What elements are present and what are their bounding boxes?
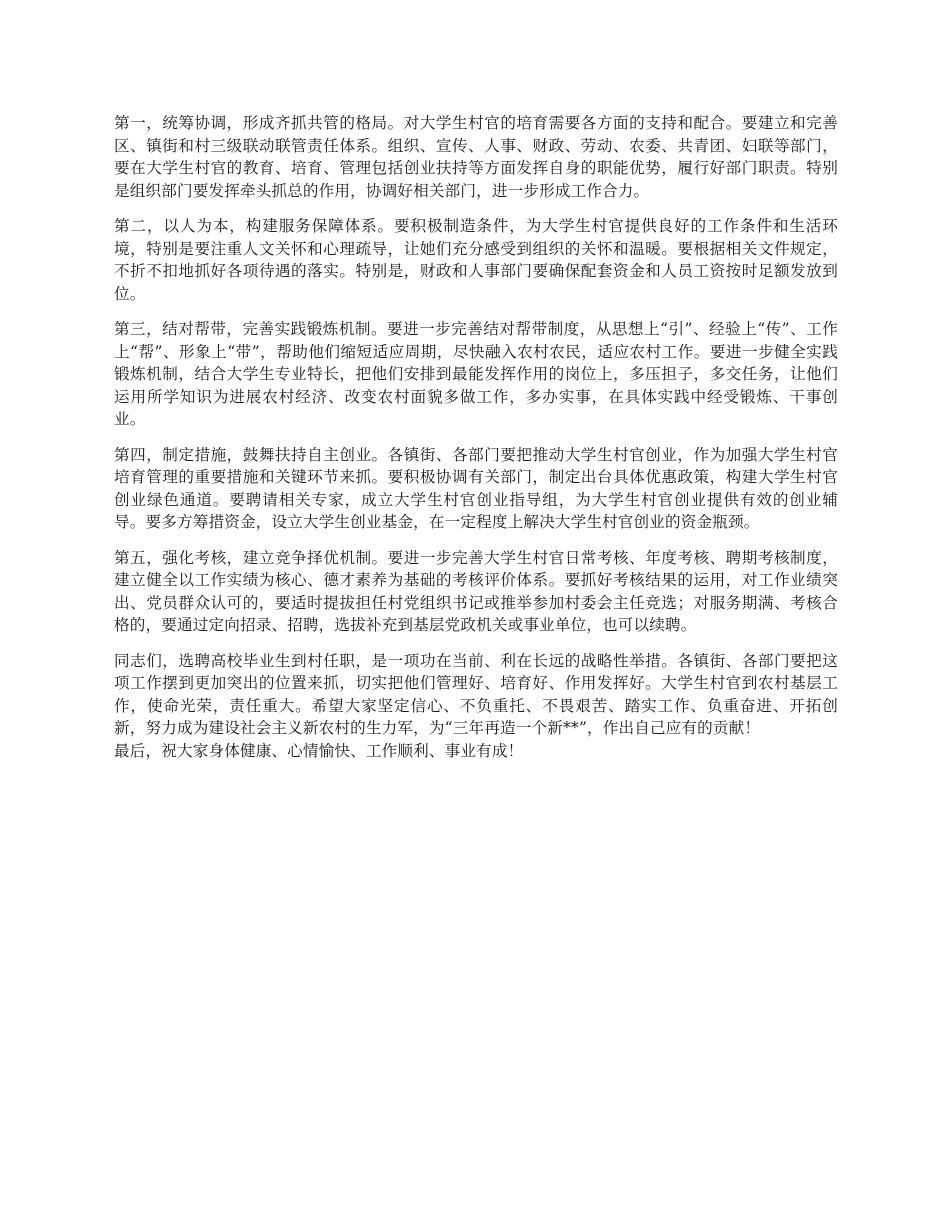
paragraph-6: 同志们，选聘高校毕业生到村任职，是一项功在当前、利在长远的战略性举措。各镇街、各部门要把这项工作摆到更加突出的位置来抓，切实把他们管理好、培育好、作用发挥好。大学生村官到农村基层工作，使命光荣，责任重大。希望大家坚定信心、不负重托、不畏艰苦、踏实工作、负重奋进、开拓创新，努力成为建设社会主义新农村的生力军，为“三年再造一个新**”，作出自己应有的贡献！ (114, 651, 838, 737)
document-body (114, 112, 838, 762)
closing-line: 最后，祝大家身体健康、心情愉快、工作顺利、事业有成！ (114, 741, 524, 760)
paragraph-2: 第二，以人为本，构建服务保障体系。要积极制造条件，为大学生村官提供良好的工作条件和生活环境，特别是要注重人文关怀和心理疏导，让她们充分感受到组织的关怀和温暖。要根据相关文件规定，不折不扣地抓好各项待遇的落实。特别是，财政和人事部门要确保配套资金和人员工资按时足额发放到位。 (114, 217, 838, 303)
paragraph-5: 第五，强化考核，建立竞争择优机制。要进一步完善大学生村官日常考核、年度考核、聘期考核制度，建立健全以工作实绩为核心、德才素养为基础的考核评价体系。要抓好考核结果的运用，对工作业绩突出、党员群众认可的，要适时提拔担任村党组织书记或推举参加村委会主任竞选；对服务期满、考核合格的，要通过定向招录、招聘，选拔补充到基层党政机关或事业单位，也可以续聘。 (114, 548, 838, 634)
paragraph-1: 第一，统筹协调，形成齐抓共管的格局。对大学生村官的培育需要各方面的支持和配合。要建立和完善区、镇街和村三级联动联管责任体系。组织、宣传、人事、财政、劳动、农委、共青团、妇联等部门，要在大学生村官的教育、培育、管理包括创业扶持等方面发挥自身的职能优势，履行好部门职责。特别是组织部门要发挥牵头抓总的作用，协调好相关部门，进一步形成工作合力。 (114, 114, 838, 200)
paragraph-4: 第四，制定措施，鼓舞扶持自主创业。各镇街、各部门要把推动大学生村官创业，作为加强大学生村官培育管理的重要措施和关键环节来抓。要积极协调有关部门，制定出台具体优惠政策，构建大学生村官创业绿色通道。要聘请相关专家，成立大学生村官创业指导组，为大学生村官创业提供有效的创业辅导。要多方筹措资金，设立大学生创业基金，在一定程度上解决大学生村官创业的资金瓶颈。 (114, 445, 838, 531)
paragraph-3: 第三，结对帮带，完善实践锻炼机制。要进一步完善结对帮带制度，从思想上“引”、经验上“传”、工作上“帮”、形象上“带”，帮助他们缩短适应周期，尽快融入农村农民，适应农村工作。要进一步健全实践锻炼机制，结合大学生专业特长，把他们安排到最能发挥作用的岗位上，多压担子，多交任务，让他们运用所学知识为进展农村经济、改变农村面貌多做工作，多办实事，在具体实践中经受锻炼、干事创业。 (114, 320, 838, 428)
